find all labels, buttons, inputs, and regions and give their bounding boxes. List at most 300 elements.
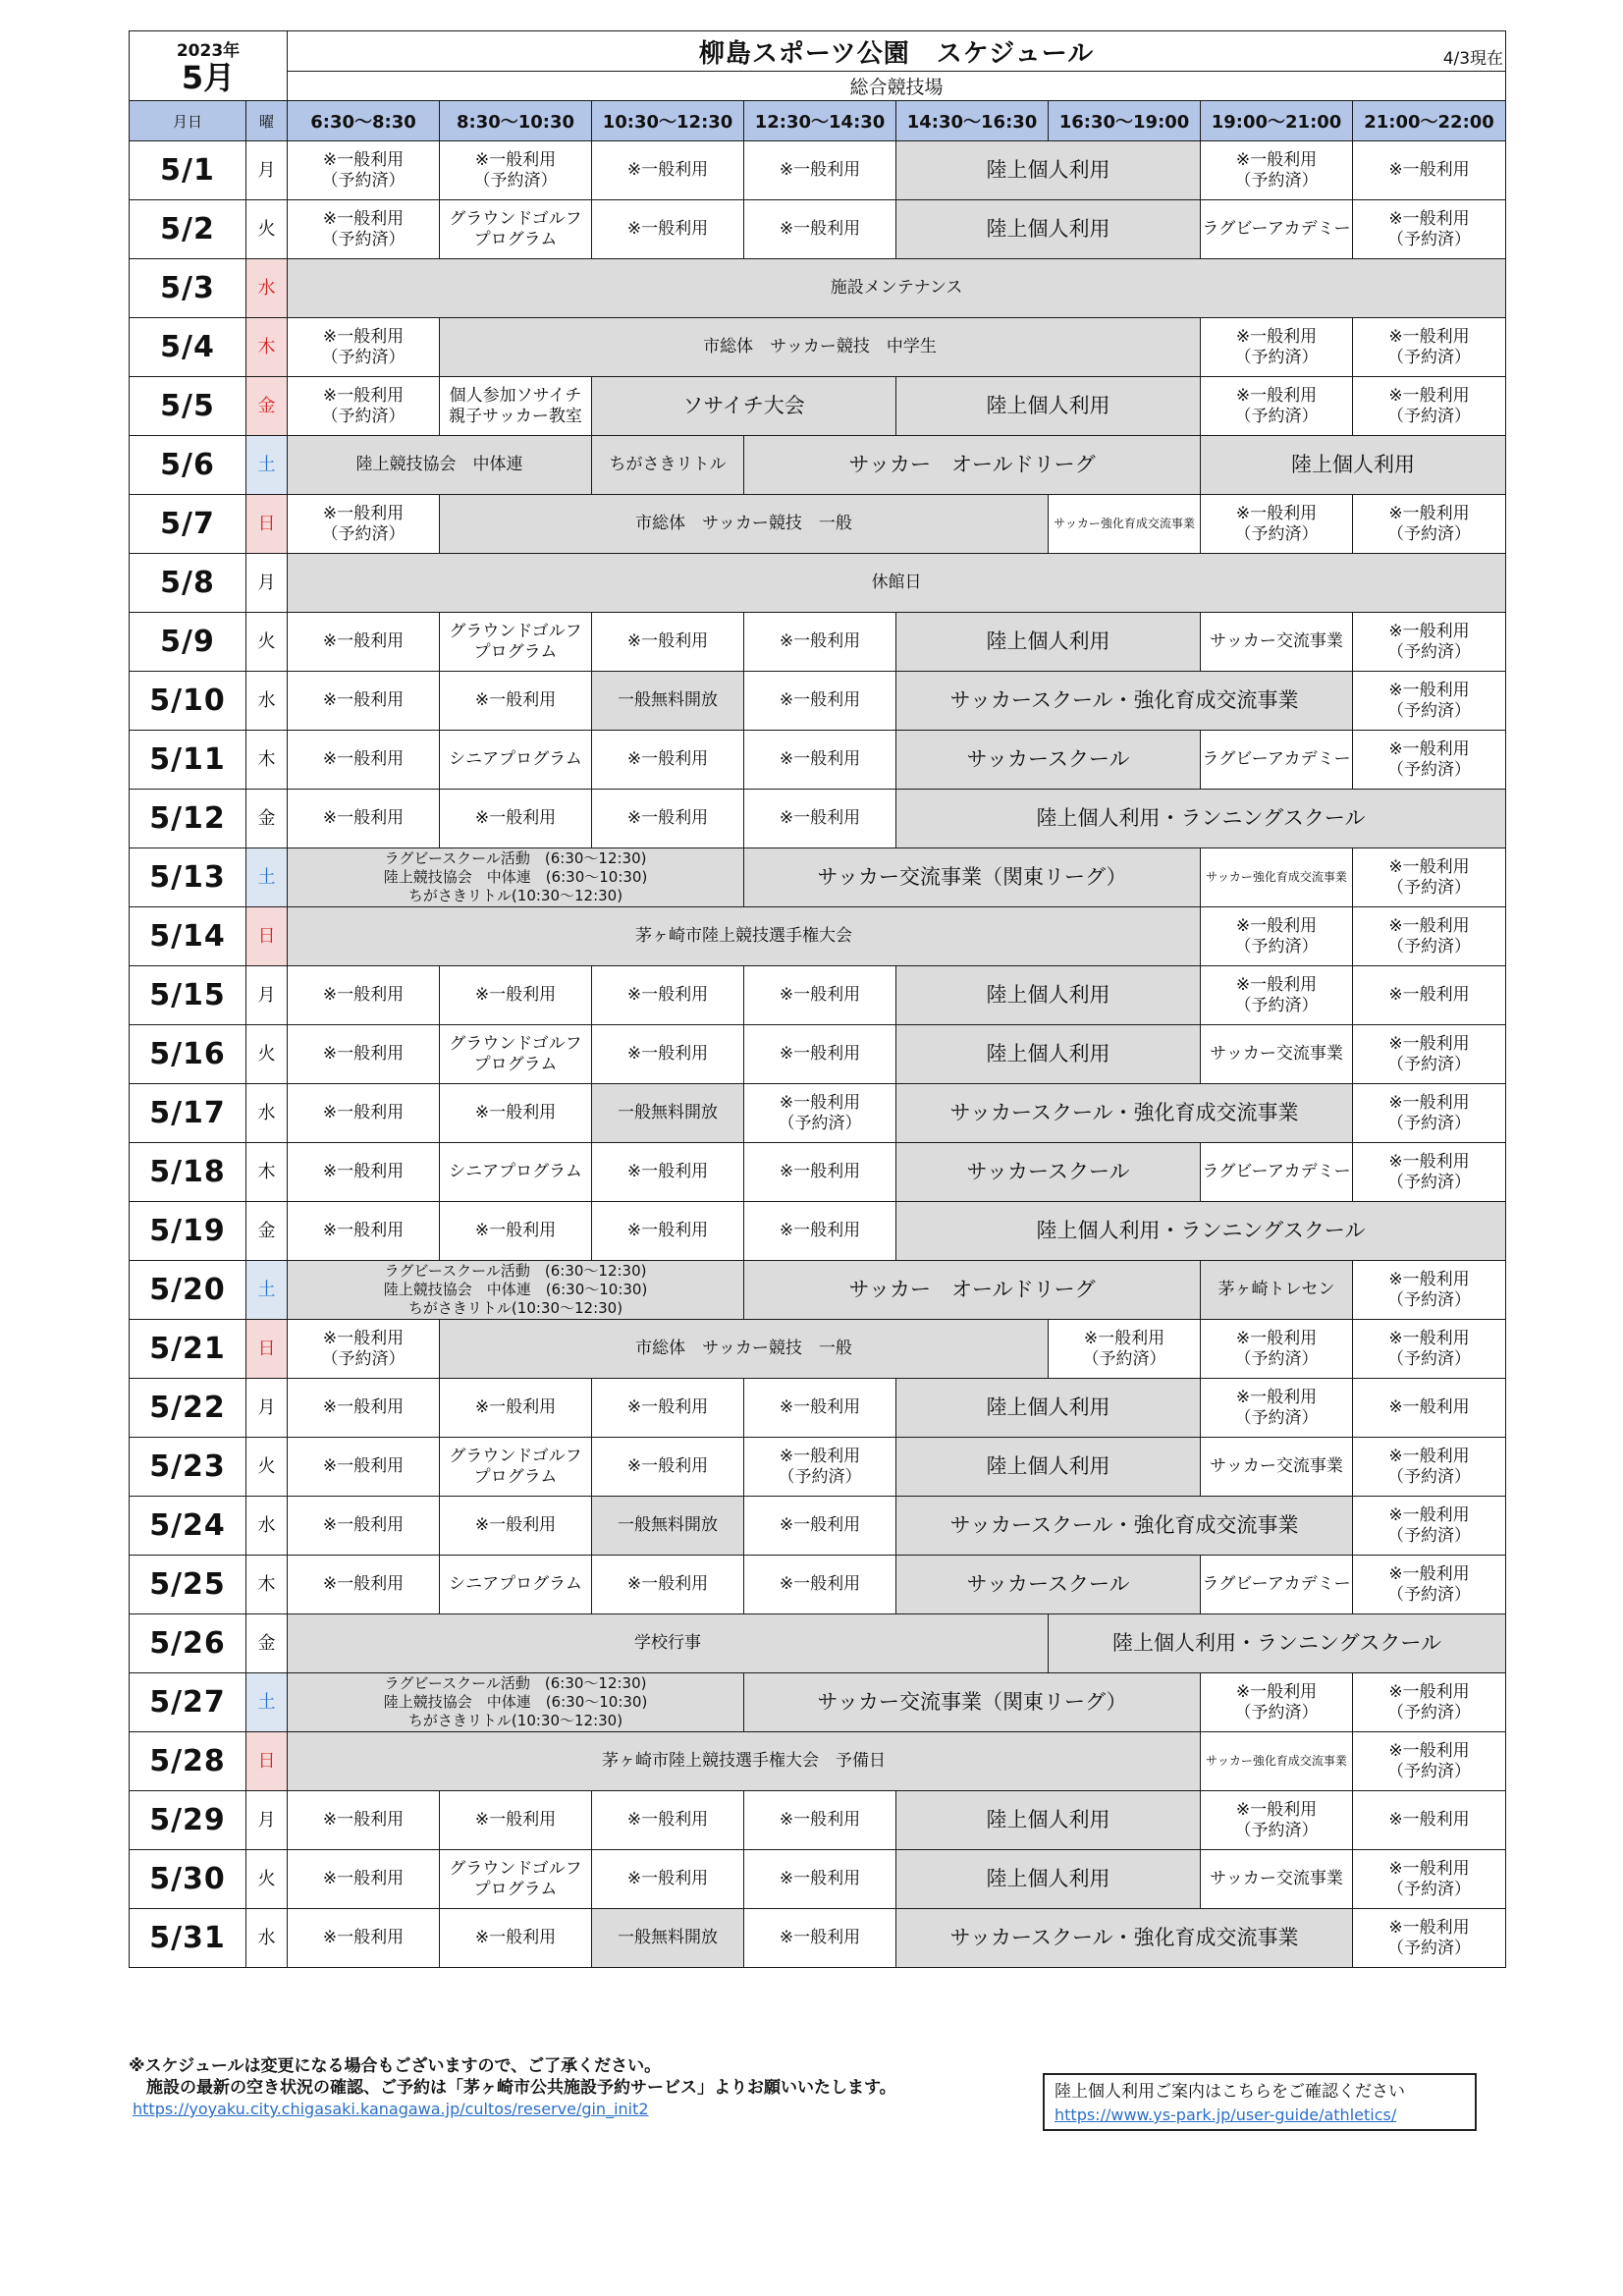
booking-line: 陸上個人利用 bbox=[986, 158, 1110, 182]
booking-line: ※一般利用 bbox=[779, 1397, 861, 1417]
booking-line: ※一般利用 bbox=[322, 149, 405, 170]
weekday-cell: 水 bbox=[246, 1909, 288, 1968]
booking-cell bbox=[744, 1202, 896, 1261]
booking-line: （予約済） bbox=[1387, 936, 1472, 957]
booking-cell bbox=[744, 436, 1201, 495]
booking-line: 一般無料開放 bbox=[618, 1928, 719, 1947]
date-cell: 5/22 bbox=[130, 1379, 246, 1438]
booking-line: シニアプログラム bbox=[449, 749, 582, 769]
booking-line: （予約済） bbox=[1387, 1525, 1472, 1546]
booking-cell bbox=[440, 1497, 592, 1556]
weekday-cell: 月 bbox=[246, 1379, 288, 1438]
booking-line: プログラム bbox=[473, 1466, 558, 1487]
booking-line: ※一般利用 bbox=[322, 1574, 405, 1594]
booking-cell bbox=[592, 731, 744, 790]
booking-line: （予約済） bbox=[1387, 1761, 1472, 1781]
schedule-row bbox=[130, 1320, 1506, 1379]
booking-line: ※一般利用 bbox=[1388, 1858, 1470, 1879]
booking-line: （予約済） bbox=[321, 1348, 406, 1369]
booking-line: （予約済） bbox=[1234, 936, 1319, 957]
booking-line: 市総体 サッカー競技 一般 bbox=[635, 1339, 852, 1358]
as-of-date: 4/3現在 bbox=[1442, 49, 1504, 69]
booking-line: ※一般利用 bbox=[322, 631, 405, 651]
column-header: 月日 bbox=[130, 101, 246, 141]
date-cell: 5/24 bbox=[130, 1497, 246, 1556]
booking-line: ※一般利用 bbox=[1235, 503, 1318, 523]
weekday-cell: 月 bbox=[246, 141, 288, 200]
booking-line: ※一般利用 bbox=[322, 808, 405, 828]
booking-line: ※一般利用 bbox=[779, 1869, 861, 1888]
column-header: 16:30～19:00 bbox=[1049, 101, 1201, 141]
weekday-cell: 土 bbox=[246, 1261, 288, 1320]
booking-cell bbox=[1201, 1673, 1353, 1732]
weekday-cell: 水 bbox=[246, 672, 288, 731]
booking-line: ※一般利用 bbox=[322, 1397, 405, 1417]
schedule-row bbox=[130, 1202, 1506, 1261]
booking-cell bbox=[288, 1673, 744, 1732]
booking-line: （予約済） bbox=[1387, 641, 1472, 662]
booking-cell bbox=[592, 613, 744, 672]
weekday-cell: 日 bbox=[246, 495, 288, 554]
booking-line: ラグビースクール活動 (6:30～12:30) bbox=[384, 1262, 647, 1280]
booking-cell bbox=[1353, 1438, 1506, 1497]
booking-line: ※一般利用 bbox=[322, 1328, 405, 1348]
booking-cell bbox=[288, 1261, 744, 1320]
booking-line: ※一般利用 bbox=[626, 1869, 709, 1888]
booking-line: ※一般利用 bbox=[1388, 385, 1470, 406]
booking-line: サッカー強化育成交流事業 bbox=[1206, 870, 1347, 884]
booking-cell bbox=[1201, 1850, 1353, 1909]
booking-cell bbox=[744, 1850, 896, 1909]
booking-line: 個人参加ソサイチ bbox=[449, 385, 582, 406]
booking-cell bbox=[592, 1497, 744, 1556]
date-cell: 5/17 bbox=[130, 1084, 246, 1143]
booking-cell bbox=[1353, 966, 1506, 1025]
date-cell: 5/14 bbox=[130, 907, 246, 966]
note-reservation: 施設の最新の空き状況の確認、ご予約は「茅ヶ崎市公共施設予約サービス」よりお願いいたします。 bbox=[146, 2078, 896, 2098]
page-title: 柳島スポーツ公園 スケジュール bbox=[698, 38, 1095, 69]
booking-cell bbox=[440, 377, 592, 436]
schedule-row bbox=[130, 1084, 1506, 1143]
booking-cell bbox=[288, 1614, 1049, 1673]
weekday-cell: 日 bbox=[246, 907, 288, 966]
date-cell: 5/1 bbox=[130, 141, 246, 200]
booking-line: 一般無料開放 bbox=[618, 690, 719, 710]
weekday-cell: 月 bbox=[246, 966, 288, 1025]
booking-line: ※一般利用 bbox=[1235, 1681, 1318, 1702]
booking-cell bbox=[1353, 1673, 1506, 1732]
booking-line: ※一般利用 bbox=[779, 1221, 861, 1240]
booking-line: ちがさきリトル(10:30～12:30) bbox=[407, 1712, 623, 1729]
booking-cell bbox=[288, 1379, 440, 1438]
booking-cell bbox=[1353, 141, 1506, 200]
booking-line: ※一般利用 bbox=[1388, 160, 1470, 180]
booking-line: （予約済） bbox=[1387, 229, 1472, 249]
booking-cell bbox=[288, 907, 1201, 966]
schedule-row bbox=[130, 200, 1506, 259]
booking-line: ※一般利用 bbox=[322, 1515, 405, 1535]
date-cell: 5/21 bbox=[130, 1320, 246, 1379]
booking-line: ※一般利用 bbox=[1235, 915, 1318, 936]
booking-line: 市総体 サッカー競技 一般 bbox=[635, 514, 852, 533]
booking-line: ※一般利用 bbox=[1235, 1387, 1318, 1407]
booking-cell bbox=[440, 966, 592, 1025]
date-cell: 5/9 bbox=[130, 613, 246, 672]
booking-cell bbox=[288, 1143, 440, 1202]
schedule-row bbox=[130, 1143, 1506, 1202]
booking-line: ※一般利用 bbox=[779, 690, 861, 710]
booking-cell bbox=[1353, 1909, 1506, 1968]
booking-line: サッカースクール・強化育成交流事業 bbox=[949, 1101, 1299, 1124]
schedule-sheet bbox=[129, 30, 1505, 1968]
weekday-cell: 日 bbox=[246, 1732, 288, 1791]
schedule-row bbox=[130, 259, 1506, 318]
booking-cell bbox=[744, 1673, 1201, 1732]
booking-line: （予約済） bbox=[1387, 877, 1472, 898]
booking-line: 休館日 bbox=[871, 573, 922, 592]
column-header-row bbox=[130, 101, 1506, 141]
booking-line: ※一般利用 bbox=[1235, 385, 1318, 406]
booking-line: （予約済） bbox=[1387, 1172, 1472, 1192]
booking-cell bbox=[896, 1438, 1201, 1497]
booking-cell bbox=[592, 1791, 744, 1850]
booking-cell bbox=[744, 790, 896, 848]
schedule-row bbox=[130, 790, 1506, 848]
booking-cell bbox=[288, 554, 1506, 613]
schedule-row bbox=[130, 1850, 1506, 1909]
booking-line: （予約済） bbox=[1387, 1879, 1472, 1899]
booking-line: ※一般利用 bbox=[1388, 1269, 1470, 1289]
booking-cell bbox=[896, 613, 1201, 672]
booking-line: 陸上個人利用 bbox=[986, 1867, 1110, 1890]
booking-cell bbox=[592, 1556, 744, 1614]
booking-cell bbox=[1353, 731, 1506, 790]
booking-line: ラグビースクール活動 (6:30～12:30) bbox=[384, 849, 647, 867]
booking-line: サッカースクール・強化育成交流事業 bbox=[949, 688, 1299, 712]
booking-line: ラグビーアカデミー bbox=[1202, 219, 1351, 239]
booking-line: ※一般利用 bbox=[322, 690, 405, 710]
booking-line: 陸上個人利用 bbox=[986, 629, 1110, 653]
date-cell: 5/25 bbox=[130, 1556, 246, 1614]
date-cell: 5/3 bbox=[130, 259, 246, 318]
booking-cell bbox=[1353, 377, 1506, 436]
booking-cell bbox=[1201, 1261, 1353, 1320]
date-cell: 5/7 bbox=[130, 495, 246, 554]
booking-line: 陸上個人利用・ランニングスクール bbox=[1112, 1631, 1441, 1655]
booking-line: ※一般利用 bbox=[1388, 1681, 1470, 1702]
booking-line: ※一般利用 bbox=[626, 1397, 709, 1417]
booking-line: 陸上個人利用 bbox=[1291, 453, 1416, 476]
column-header: 8:30～10:30 bbox=[440, 101, 592, 141]
booking-line: ※一般利用 bbox=[322, 1456, 405, 1476]
footer-notes bbox=[129, 2055, 1012, 2120]
date-cell: 5/19 bbox=[130, 1202, 246, 1261]
booking-line: 陸上個人利用 bbox=[986, 1808, 1110, 1831]
schedule-table bbox=[129, 30, 1506, 1968]
booking-cell bbox=[288, 1202, 440, 1261]
booking-line: 親子サッカー教室 bbox=[449, 406, 582, 426]
booking-line: ※一般利用 bbox=[1235, 149, 1318, 170]
schedule-row bbox=[130, 907, 1506, 966]
booking-line: 陸上競技協会 中体連 (6:30～10:30) bbox=[383, 1281, 648, 1298]
date-cell: 5/4 bbox=[130, 318, 246, 377]
booking-cell bbox=[744, 1084, 896, 1143]
schedule-row bbox=[130, 1909, 1506, 1968]
booking-line: ※一般利用 bbox=[322, 208, 405, 229]
booking-line: 陸上個人利用 bbox=[986, 394, 1110, 417]
booking-cell bbox=[288, 377, 440, 436]
booking-cell bbox=[896, 731, 1201, 790]
booking-line: 陸上個人利用・ランニングスクール bbox=[1036, 1219, 1366, 1242]
booking-cell bbox=[288, 613, 440, 672]
booking-line: （予約済） bbox=[1387, 700, 1472, 721]
date-cell: 5/12 bbox=[130, 790, 246, 848]
booking-line: サッカー交流事業 bbox=[1210, 1456, 1343, 1476]
booking-line: ※一般利用 bbox=[626, 631, 709, 651]
booking-line: ※一般利用 bbox=[1388, 1446, 1470, 1466]
booking-cell bbox=[896, 1909, 1353, 1968]
booking-line: 陸上競技協会 中体連 bbox=[355, 455, 523, 474]
column-header: 6:30～8:30 bbox=[288, 101, 440, 141]
athletics-info-box bbox=[1043, 2073, 1477, 2131]
booking-line: ※一般利用 bbox=[474, 1810, 557, 1830]
booking-line: ラグビーアカデミー bbox=[1202, 1162, 1351, 1181]
date-cell: 5/30 bbox=[130, 1850, 246, 1909]
booking-cell bbox=[744, 1791, 896, 1850]
booking-line: （予約済） bbox=[1082, 1348, 1166, 1369]
schedule-row bbox=[130, 1732, 1506, 1791]
booking-line: プログラム bbox=[473, 1054, 558, 1074]
booking-line: ※一般利用 bbox=[1388, 856, 1470, 877]
booking-cell bbox=[1353, 1320, 1506, 1379]
date-cell: 5/27 bbox=[130, 1673, 246, 1732]
booking-line: ※一般利用 bbox=[474, 149, 557, 170]
booking-line: サッカー強化育成交流事業 bbox=[1054, 517, 1195, 530]
booking-cell bbox=[288, 259, 1506, 318]
date-cell: 5/11 bbox=[130, 731, 246, 790]
booking-line: サッカースクール・強化育成交流事業 bbox=[949, 1513, 1299, 1537]
schedule-row bbox=[130, 1025, 1506, 1084]
booking-cell bbox=[440, 1909, 592, 1968]
schedule-row bbox=[130, 377, 1506, 436]
weekday-cell: 月 bbox=[246, 554, 288, 613]
booking-line: ※一般利用 bbox=[626, 219, 709, 239]
booking-line: （予約済） bbox=[1387, 406, 1472, 426]
booking-line: （予約済） bbox=[321, 347, 406, 367]
booking-line: ラグビーアカデミー bbox=[1202, 749, 1351, 769]
schedule-row bbox=[130, 436, 1506, 495]
venue-name: 総合競技場 bbox=[288, 72, 1506, 101]
booking-cell bbox=[896, 1379, 1201, 1438]
booking-line: ※一般利用 bbox=[779, 1810, 861, 1830]
schedule-row bbox=[130, 1673, 1506, 1732]
booking-line: ※一般利用 bbox=[474, 1103, 557, 1122]
booking-line: ※一般利用 bbox=[1235, 326, 1318, 347]
booking-cell bbox=[288, 318, 440, 377]
booking-cell bbox=[1201, 495, 1353, 554]
booking-cell bbox=[896, 1556, 1201, 1614]
weekday-cell: 土 bbox=[246, 848, 288, 907]
booking-line: シニアプログラム bbox=[449, 1574, 582, 1594]
booking-cell bbox=[288, 848, 744, 907]
booking-cell bbox=[1353, 1791, 1506, 1850]
booking-cell bbox=[592, 377, 896, 436]
booking-line: サッカースクール bbox=[966, 1572, 1130, 1596]
booking-cell bbox=[440, 1379, 592, 1438]
booking-line: （予約済） bbox=[473, 170, 558, 191]
booking-line: ※一般利用 bbox=[322, 749, 405, 769]
booking-cell bbox=[1353, 1556, 1506, 1614]
schedule-row bbox=[130, 495, 1506, 554]
booking-cell bbox=[896, 672, 1353, 731]
booking-line: ※一般利用 bbox=[1388, 1563, 1470, 1584]
booking-line: サッカー交流事業 bbox=[1210, 631, 1343, 651]
booking-cell bbox=[440, 1556, 592, 1614]
booking-line: （予約済） bbox=[1387, 1938, 1472, 1958]
booking-cell bbox=[1353, 1143, 1506, 1202]
schedule-row bbox=[130, 613, 1506, 672]
booking-cell bbox=[440, 200, 592, 259]
booking-line: ※一般利用 bbox=[779, 219, 861, 239]
booking-line: （予約済） bbox=[321, 229, 406, 249]
booking-line: （予約済） bbox=[1234, 1348, 1319, 1369]
booking-line: ソサイチ大会 bbox=[682, 394, 805, 417]
booking-cell bbox=[744, 731, 896, 790]
booking-line: ※一般利用 bbox=[322, 1221, 405, 1240]
weekday-cell: 木 bbox=[246, 1143, 288, 1202]
booking-line: 茅ヶ崎市陸上競技選手権大会 bbox=[635, 926, 853, 946]
booking-cell bbox=[440, 1850, 592, 1909]
booking-line: ラグビーアカデミー bbox=[1202, 1574, 1351, 1594]
booking-line: （予約済） bbox=[1387, 1584, 1472, 1605]
booking-line: ※一般利用 bbox=[1388, 208, 1470, 229]
booking-cell bbox=[1201, 1556, 1353, 1614]
date-cell: 5/5 bbox=[130, 377, 246, 436]
booking-cell bbox=[1201, 318, 1353, 377]
booking-line: （予約済） bbox=[1387, 1466, 1472, 1487]
booking-line: ※一般利用 bbox=[1235, 974, 1318, 995]
booking-cell bbox=[440, 731, 592, 790]
booking-cell bbox=[896, 1025, 1201, 1084]
booking-cell bbox=[1049, 495, 1201, 554]
booking-line: ラグビースクール活動 (6:30～12:30) bbox=[384, 1674, 647, 1692]
booking-line: 一般無料開放 bbox=[618, 1515, 719, 1535]
reservation-link[interactable]: https://yoyaku.city.chigasaki.kanagawa.jp/cultos/reserve/gin_init2 bbox=[133, 2100, 649, 2118]
booking-cell bbox=[288, 672, 440, 731]
booking-line: ※一般利用 bbox=[474, 690, 557, 710]
booking-line: ※一般利用 bbox=[1388, 1740, 1470, 1761]
booking-cell bbox=[592, 1850, 744, 1909]
booking-cell bbox=[896, 1084, 1353, 1143]
weekday-cell: 金 bbox=[246, 377, 288, 436]
booking-line: サッカー強化育成交流事業 bbox=[1206, 1754, 1347, 1768]
weekday-cell: 土 bbox=[246, 1673, 288, 1732]
booking-cell bbox=[440, 318, 1201, 377]
weekday-cell: 火 bbox=[246, 200, 288, 259]
booking-line: ※一般利用 bbox=[1388, 985, 1470, 1005]
booking-line: 陸上個人利用・ランニングスクール bbox=[1036, 806, 1366, 830]
booking-line: ※一般利用 bbox=[626, 1810, 709, 1830]
booking-line: ※一般利用 bbox=[1388, 915, 1470, 936]
booking-cell bbox=[440, 790, 592, 848]
athletics-guide-link[interactable]: https://www.ys-park.jp/user-guide/athletics/ bbox=[1055, 2105, 1397, 2124]
booking-line: ※一般利用 bbox=[626, 749, 709, 769]
booking-cell bbox=[440, 1438, 592, 1497]
weekday-cell: 金 bbox=[246, 1614, 288, 1673]
booking-line: ※一般利用 bbox=[779, 160, 861, 180]
booking-line: ※一般利用 bbox=[474, 1928, 557, 1947]
schedule-row bbox=[130, 1556, 1506, 1614]
booking-line: ※一般利用 bbox=[322, 1928, 405, 1947]
booking-cell bbox=[1201, 731, 1353, 790]
booking-cell bbox=[1201, 200, 1353, 259]
date-cell: 5/28 bbox=[130, 1732, 246, 1791]
schedule-row bbox=[130, 318, 1506, 377]
booking-line: ※一般利用 bbox=[322, 1810, 405, 1830]
booking-cell bbox=[896, 1202, 1506, 1261]
booking-line: ※一般利用 bbox=[1388, 326, 1470, 347]
booking-cell bbox=[288, 966, 440, 1025]
booking-line: ※一般利用 bbox=[1388, 1151, 1470, 1172]
booking-cell bbox=[896, 790, 1506, 848]
booking-cell bbox=[744, 1556, 896, 1614]
booking-line: ※一般利用 bbox=[779, 1574, 861, 1594]
date-cell: 5/13 bbox=[130, 848, 246, 907]
year-label: 2023年 bbox=[176, 41, 241, 61]
booking-line: （予約済） bbox=[1234, 406, 1319, 426]
booking-line: （予約済） bbox=[1234, 170, 1319, 191]
booking-cell bbox=[1353, 1732, 1506, 1791]
booking-line: グラウンドゴルフ bbox=[449, 621, 582, 641]
booking-line: 一般無料開放 bbox=[618, 1103, 719, 1122]
booking-cell bbox=[896, 966, 1201, 1025]
booking-line: （予約済） bbox=[1234, 347, 1319, 367]
booking-cell bbox=[744, 672, 896, 731]
booking-cell bbox=[1353, 848, 1506, 907]
booking-line: （予約済） bbox=[1234, 1702, 1319, 1722]
booking-cell bbox=[1201, 436, 1506, 495]
booking-line: プログラム bbox=[473, 641, 558, 662]
booking-line: ※一般利用 bbox=[322, 985, 405, 1005]
schedule-row bbox=[130, 848, 1506, 907]
booking-line: プログラム bbox=[473, 1879, 558, 1899]
weekday-cell: 火 bbox=[246, 1025, 288, 1084]
booking-line: ※一般利用 bbox=[322, 385, 405, 406]
booking-line: ※一般利用 bbox=[474, 1515, 557, 1535]
schedule-row bbox=[130, 672, 1506, 731]
booking-cell bbox=[440, 1202, 592, 1261]
booking-line: ※一般利用 bbox=[1388, 1917, 1470, 1938]
weekday-cell: 火 bbox=[246, 1850, 288, 1909]
booking-cell bbox=[1353, 495, 1506, 554]
booking-line: （予約済） bbox=[1234, 1407, 1319, 1428]
booking-line: （予約済） bbox=[1387, 523, 1472, 544]
month-label: 5月 bbox=[181, 59, 236, 96]
schedule-row bbox=[130, 966, 1506, 1025]
booking-line: 茅ヶ崎トレセン bbox=[1217, 1280, 1335, 1299]
booking-cell bbox=[1353, 1025, 1506, 1084]
column-header: 10:30～12:30 bbox=[592, 101, 744, 141]
booking-line: サッカースクール・強化育成交流事業 bbox=[949, 1926, 1299, 1949]
booking-cell bbox=[744, 613, 896, 672]
schedule-row bbox=[130, 1261, 1506, 1320]
column-header: 12:30～14:30 bbox=[744, 101, 896, 141]
booking-cell bbox=[744, 1909, 896, 1968]
date-cell: 5/15 bbox=[130, 966, 246, 1025]
booking-line: ※一般利用 bbox=[322, 1044, 405, 1064]
schedule-row bbox=[130, 1438, 1506, 1497]
booking-cell bbox=[288, 200, 440, 259]
